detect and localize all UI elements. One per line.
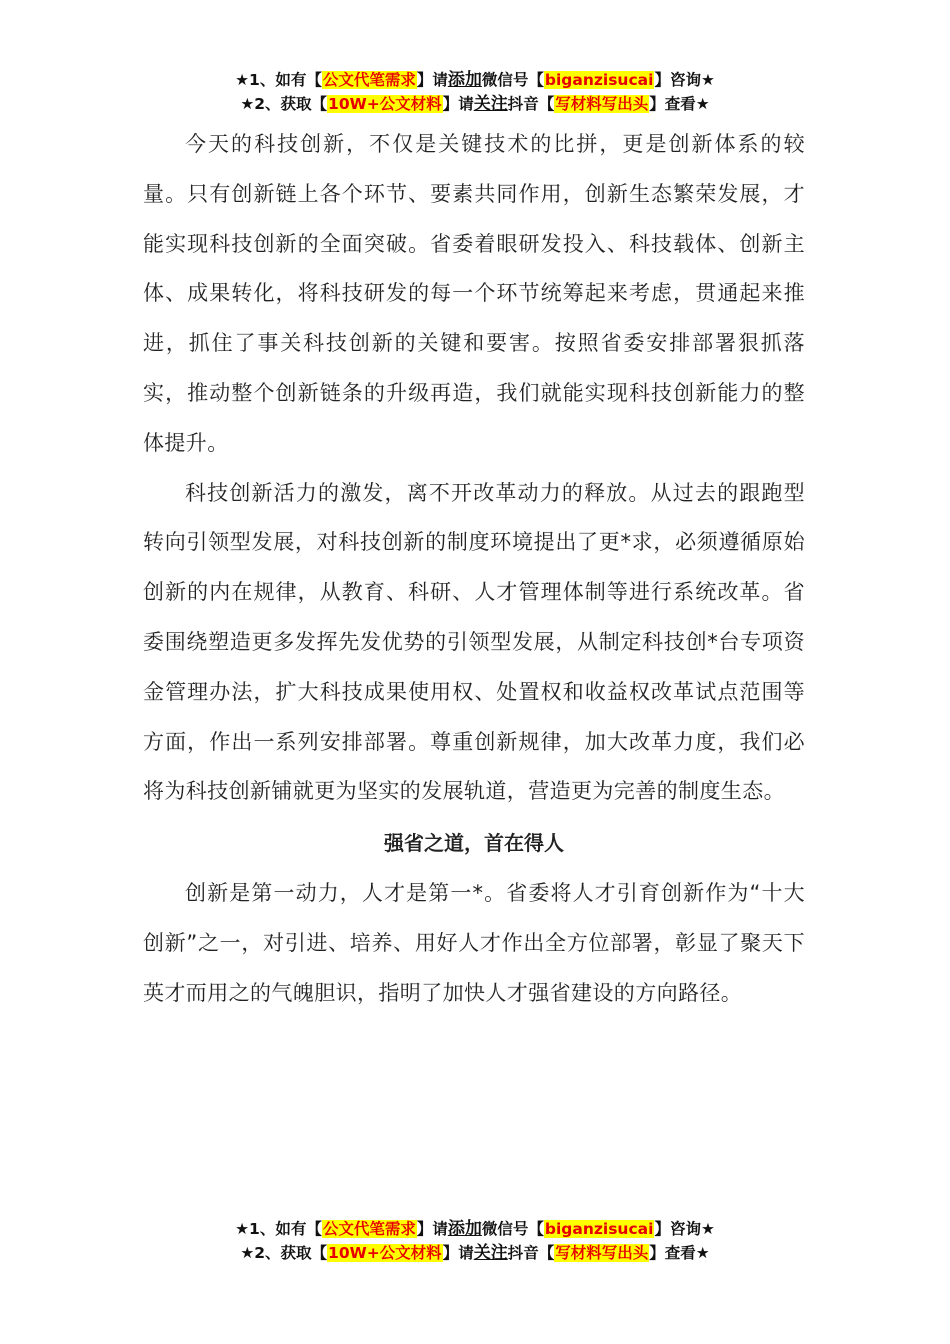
paragraph-2: 科技创新活力的激发，离不开改革动力的释放。从过去的跟跑型转向引领型发展，对科技创新的制度环境提出了更*求，必须遵循原始创新的内在规律，从教育、科研、人才管理体制等进行系统改革。省委围绕塑造更多发挥先发优势的引领型发展，从制定科技创*台专项资金管理办法，扩大科技成果使用权、处置权和收益权改革试点范围等方面，作出一系列安排部署。尊重创新规律，加大改革力度，我们必将为科技创新铺就更为坚实的发展轨道，营造更为完善的制度生态。 xyxy=(143,480,805,804)
banner-text: ★2、获取【 xyxy=(240,95,328,113)
highlight-text: 10W+公文材料 xyxy=(328,1244,442,1262)
banner-text: 】请 xyxy=(416,1220,448,1238)
header-banner xyxy=(0,68,950,116)
banner-text: 微信号【 xyxy=(481,1220,544,1238)
banner-text: 抖音【 xyxy=(507,95,555,113)
banner-line-1 xyxy=(0,1217,950,1241)
banner-line-1 xyxy=(0,68,950,92)
banner-text: 】查看★ xyxy=(649,95,710,113)
banner-text: 】请 xyxy=(442,95,474,113)
banner-text: 】请 xyxy=(442,1244,474,1262)
underlined-text: 添加 xyxy=(447,1219,482,1239)
paragraph-3: 创新是第一动力，人才是第一*。省委将人才引育创新作为“十大创新”之一，对引进、培养、用好人才作出全方位部署，彰显了聚天下英才而用之的气魄胆识，指明了加快人才强省建设的方向路径。 xyxy=(143,881,805,1005)
wechat-id: biganzisucai xyxy=(544,1220,654,1238)
highlight-text: 10W+公文材料 xyxy=(328,95,442,113)
banner-text: 】咨询★ xyxy=(654,1220,715,1238)
banner-text: ★1、如有【 xyxy=(235,1220,322,1238)
banner-line-2 xyxy=(0,92,950,116)
underlined-text: 添加 xyxy=(447,70,482,90)
highlight-text: 公文代笔需求 xyxy=(322,1220,416,1238)
banner-line-2 xyxy=(0,1241,950,1265)
banner-text: 】咨询★ xyxy=(654,71,715,89)
banner-text: 】查看★ xyxy=(649,1244,710,1262)
wechat-id: biganzisucai xyxy=(544,71,654,89)
douyin-account: 写材料写出头 xyxy=(555,1244,649,1262)
banner-text: 】请 xyxy=(416,71,448,89)
document-body xyxy=(143,120,805,1019)
banner-text: 抖音【 xyxy=(507,1244,555,1262)
banner-text: ★1、如有【 xyxy=(235,71,322,89)
underlined-text: 关注 xyxy=(473,94,508,114)
section-heading: 强省之道，首在得人 xyxy=(384,831,564,856)
banner-text: 微信号【 xyxy=(481,71,544,89)
paragraph-1: 今天的科技创新，不仅是关键技术的比拼，更是创新体系的较量。只有创新链上各个环节、要素共同作用，创新生态繁荣发展，才能实现科技创新的全面突破。省委着眼研发投入、科技载体、创新主体、成果转化，将科技研发的每一个环节统筹起来考虑，贯通起来推进，抓住了事关科技创新的关键和要害。按照省委安排部署狠抓落实，推动整个创新链条的升级再造，我们就能实现科技创新能力的整体提升。 xyxy=(143,132,805,455)
douyin-account: 写材料写出头 xyxy=(555,95,649,113)
footer-banner xyxy=(0,1217,950,1265)
banner-text: ★2、获取【 xyxy=(240,1244,328,1262)
underlined-text: 关注 xyxy=(473,1243,508,1263)
highlight-text: 公文代笔需求 xyxy=(322,71,416,89)
